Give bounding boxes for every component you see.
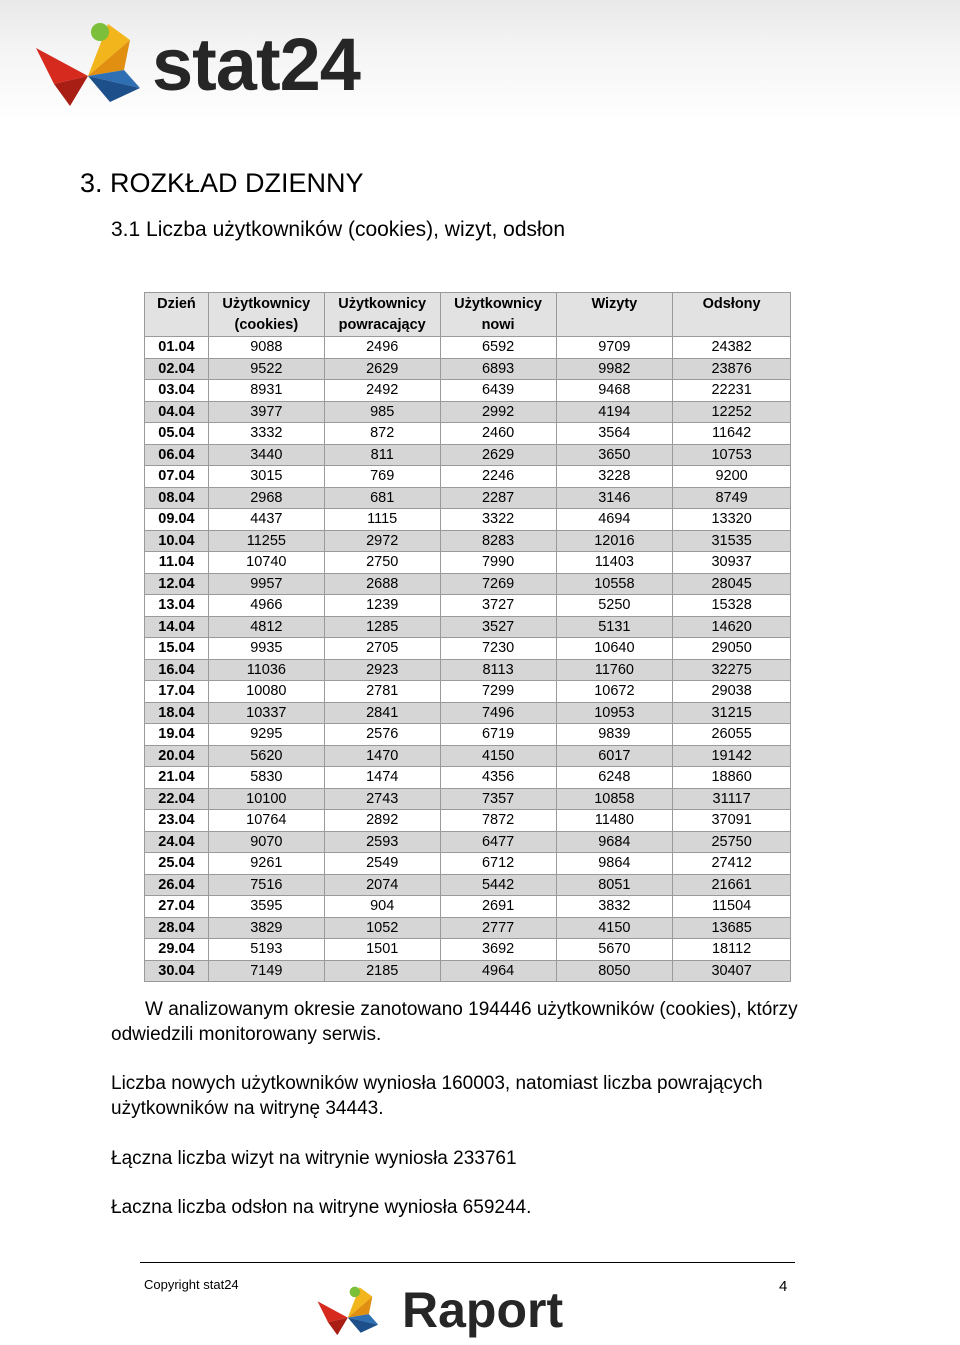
table-cell-value: 5193 [208, 939, 324, 961]
table-cell-value: 6017 [556, 745, 673, 767]
table-cell-value: 7299 [440, 681, 556, 703]
table-row [145, 896, 791, 918]
table-cell-value: 5620 [208, 745, 324, 767]
table-cell-value: 6592 [440, 337, 556, 359]
table-row [145, 810, 791, 832]
table-cell-day: 04.04 [145, 401, 209, 423]
stat24-logo-text: stat24 [152, 23, 360, 106]
table-cell-value: 8051 [556, 874, 673, 896]
column-header-visits: Wizyty [556, 293, 673, 337]
column-header-pageviews: Odsłony [673, 293, 791, 337]
table-cell-value: 7149 [208, 960, 324, 982]
table-cell-value: 2750 [324, 552, 440, 574]
table-cell-value: 2972 [324, 530, 440, 552]
table-cell-value: 10672 [556, 681, 673, 703]
table-cell-value: 4356 [440, 767, 556, 789]
table-cell-value: 12252 [673, 401, 791, 423]
table-cell-value: 2593 [324, 831, 440, 853]
table-cell-value: 3650 [556, 444, 673, 466]
table-cell-value: 11403 [556, 552, 673, 574]
column-header-users-cookies: Użytkownicy (cookies) [208, 293, 324, 337]
table-cell-value: 1052 [324, 917, 440, 939]
table-cell-value: 10753 [673, 444, 791, 466]
table-cell-value: 985 [324, 401, 440, 423]
table-cell-value: 1501 [324, 939, 440, 961]
table-cell-day: 09.04 [145, 509, 209, 531]
table-cell-value: 10558 [556, 573, 673, 595]
table-row [145, 444, 791, 466]
table-row [145, 358, 791, 380]
table-cell-value: 8050 [556, 960, 673, 982]
table-cell-value: 6248 [556, 767, 673, 789]
table-cell-value: 4150 [556, 917, 673, 939]
table-cell-day: 08.04 [145, 487, 209, 509]
table-cell-value: 18112 [673, 939, 791, 961]
table-cell-value: 1474 [324, 767, 440, 789]
table-cell-value: 9200 [673, 466, 791, 488]
table-row [145, 595, 791, 617]
table-cell-value: 3440 [208, 444, 324, 466]
table-cell-value: 11036 [208, 659, 324, 681]
table-cell-value: 9468 [556, 380, 673, 402]
table-row [145, 917, 791, 939]
table-cell-value: 9261 [208, 853, 324, 875]
table-row [145, 337, 791, 359]
table-cell-value: 4694 [556, 509, 673, 531]
table-cell-value: 7872 [440, 810, 556, 832]
table-cell-value: 2496 [324, 337, 440, 359]
table-row [145, 423, 791, 445]
table-cell-value: 3727 [440, 595, 556, 617]
table-cell-value: 9070 [208, 831, 324, 853]
table-cell-value: 2246 [440, 466, 556, 488]
table-cell-value: 4150 [440, 745, 556, 767]
summary-visits: Łączna liczba wizyt na witrynie wyniosła 233761 [111, 1148, 517, 1169]
table-cell-value: 12016 [556, 530, 673, 552]
table-cell-value: 2460 [440, 423, 556, 445]
table-cell-value: 2841 [324, 702, 440, 724]
table-row [145, 530, 791, 552]
table-cell-value: 24382 [673, 337, 791, 359]
table-cell-value: 4966 [208, 595, 324, 617]
table-cell-value: 904 [324, 896, 440, 918]
table-cell-value: 32275 [673, 659, 791, 681]
table-cell-value: 8931 [208, 380, 324, 402]
table-cell-value: 3322 [440, 509, 556, 531]
table-cell-day: 20.04 [145, 745, 209, 767]
table-cell-value: 4437 [208, 509, 324, 531]
table-cell-value: 10953 [556, 702, 673, 724]
table-cell-day: 23.04 [145, 810, 209, 832]
table-cell-value: 31535 [673, 530, 791, 552]
table-cell-day: 06.04 [145, 444, 209, 466]
table-row [145, 853, 791, 875]
table-cell-value: 9839 [556, 724, 673, 746]
table-cell-value: 2549 [324, 853, 440, 875]
table-cell-value: 13685 [673, 917, 791, 939]
table-cell-value: 4964 [440, 960, 556, 982]
table-cell-value: 1470 [324, 745, 440, 767]
table-cell-value: 13320 [673, 509, 791, 531]
table-cell-value: 3146 [556, 487, 673, 509]
table-cell-value: 3829 [208, 917, 324, 939]
table-cell-value: 9935 [208, 638, 324, 660]
raport-logo-text: Raport [402, 1282, 564, 1338]
table-cell-value: 1115 [324, 509, 440, 531]
table-cell-value: 11504 [673, 896, 791, 918]
table-cell-value: 21661 [673, 874, 791, 896]
table-cell-value: 11480 [556, 810, 673, 832]
table-cell-day: 03.04 [145, 380, 209, 402]
column-header-new-users: Użytkownicy nowi [440, 293, 556, 337]
table-cell-value: 3564 [556, 423, 673, 445]
raport-logo-icon [314, 1278, 384, 1342]
table-row [145, 401, 791, 423]
table-cell-value: 7269 [440, 573, 556, 595]
table-cell-value: 11255 [208, 530, 324, 552]
table-cell-value: 6477 [440, 831, 556, 853]
table-cell-value: 3228 [556, 466, 673, 488]
table-cell-value: 9684 [556, 831, 673, 853]
table-cell-value: 2576 [324, 724, 440, 746]
column-header-day: Dzień [145, 293, 209, 337]
table-cell-value: 2892 [324, 810, 440, 832]
table-cell-value: 9982 [556, 358, 673, 380]
table-cell-value: 29050 [673, 638, 791, 660]
table-row [145, 552, 791, 574]
table-cell-value: 5442 [440, 874, 556, 896]
table-cell-value: 7496 [440, 702, 556, 724]
table-cell-value: 14620 [673, 616, 791, 638]
table-cell-day: 29.04 [145, 939, 209, 961]
table-cell-day: 28.04 [145, 917, 209, 939]
table-body [145, 337, 791, 982]
table-cell-value: 11760 [556, 659, 673, 681]
table-row [145, 874, 791, 896]
table-cell-day: 19.04 [145, 724, 209, 746]
table-cell-day: 14.04 [145, 616, 209, 638]
table-cell-day: 10.04 [145, 530, 209, 552]
table-cell-value: 2781 [324, 681, 440, 703]
table-row [145, 831, 791, 853]
table-row [145, 681, 791, 703]
table-cell-value: 6712 [440, 853, 556, 875]
summary-pageviews: Łaczna liczba odsłon na witryne wyniosła 659244. [111, 1197, 532, 1218]
table-cell-day: 11.04 [145, 552, 209, 574]
table-cell-day: 18.04 [145, 702, 209, 724]
table-cell-value: 10764 [208, 810, 324, 832]
table-row [145, 939, 791, 961]
table-cell-value: 10858 [556, 788, 673, 810]
table-cell-value: 7230 [440, 638, 556, 660]
table-cell-value: 31215 [673, 702, 791, 724]
table-cell-value: 2074 [324, 874, 440, 896]
daily-stats-table [144, 292, 791, 982]
table-cell-value: 811 [324, 444, 440, 466]
table-cell-value: 2629 [440, 444, 556, 466]
table-cell-value: 5830 [208, 767, 324, 789]
table-cell-value: 3692 [440, 939, 556, 961]
page-number: 4 [779, 1278, 788, 1295]
copyright-text: Copyright stat24 [144, 1277, 239, 1292]
table-cell-value: 5250 [556, 595, 673, 617]
table-cell-value: 30937 [673, 552, 791, 574]
table-cell-value: 2705 [324, 638, 440, 660]
footer-divider [140, 1262, 795, 1263]
table-cell-value: 681 [324, 487, 440, 509]
table-cell-value: 18860 [673, 767, 791, 789]
table-row [145, 638, 791, 660]
table-cell-day: 22.04 [145, 788, 209, 810]
table-cell-day: 21.04 [145, 767, 209, 789]
table-cell-value: 7357 [440, 788, 556, 810]
table-cell-value: 10337 [208, 702, 324, 724]
table-cell-value: 1239 [324, 595, 440, 617]
table-cell-value: 28045 [673, 573, 791, 595]
table-cell-value: 3832 [556, 896, 673, 918]
table-cell-value: 10080 [208, 681, 324, 703]
table-cell-value: 3527 [440, 616, 556, 638]
table-cell-day: 05.04 [145, 423, 209, 445]
table-cell-value: 2992 [440, 401, 556, 423]
table-cell-value: 10640 [556, 638, 673, 660]
table-cell-value: 19142 [673, 745, 791, 767]
table-cell-value: 2968 [208, 487, 324, 509]
table-cell-day: 07.04 [145, 466, 209, 488]
table-cell-day: 27.04 [145, 896, 209, 918]
column-header-returning-users: Użytkownicy powracający [324, 293, 440, 337]
table-cell-value: 3332 [208, 423, 324, 445]
page-header [0, 0, 960, 120]
table-row [145, 745, 791, 767]
summary-new-returning: Liczba nowych użytkowników wyniosła 160003, natomiast liczba powrających użytkowników na witrynę 34443. [111, 1073, 763, 1119]
table-cell-value: 3977 [208, 401, 324, 423]
section-heading: 3. ROZKŁAD DZIENNY [80, 168, 364, 198]
table-cell-value: 30407 [673, 960, 791, 982]
table-row [145, 788, 791, 810]
table-cell-value: 7516 [208, 874, 324, 896]
table-cell-value: 9709 [556, 337, 673, 359]
table-cell-value: 8749 [673, 487, 791, 509]
table-cell-value: 25750 [673, 831, 791, 853]
table-cell-value: 31117 [673, 788, 791, 810]
table-cell-value: 37091 [673, 810, 791, 832]
table-row [145, 573, 791, 595]
table-cell-day: 12.04 [145, 573, 209, 595]
table-row [145, 960, 791, 982]
table-cell-value: 6439 [440, 380, 556, 402]
table-cell-value: 2629 [324, 358, 440, 380]
table-cell-value: 10100 [208, 788, 324, 810]
table-cell-value: 9864 [556, 853, 673, 875]
table-cell-value: 2923 [324, 659, 440, 681]
table-row [145, 487, 791, 509]
table-cell-value: 22231 [673, 380, 791, 402]
table-cell-value: 2492 [324, 380, 440, 402]
table-cell-day: 02.04 [145, 358, 209, 380]
table-cell-day: 15.04 [145, 638, 209, 660]
table-cell-value: 10740 [208, 552, 324, 574]
table-cell-value: 5131 [556, 616, 673, 638]
table-cell-value: 3595 [208, 896, 324, 918]
table-cell-day: 26.04 [145, 874, 209, 896]
table-cell-value: 9295 [208, 724, 324, 746]
table-row [145, 659, 791, 681]
table-row [145, 767, 791, 789]
table-cell-value: 29038 [673, 681, 791, 703]
table-cell-day: 16.04 [145, 659, 209, 681]
table-cell-value: 8113 [440, 659, 556, 681]
table-cell-value: 23876 [673, 358, 791, 380]
table-row [145, 466, 791, 488]
table-header-row [145, 293, 791, 337]
table-cell-day: 25.04 [145, 853, 209, 875]
table-cell-value: 8283 [440, 530, 556, 552]
table-cell-day: 17.04 [145, 681, 209, 703]
table-cell-value: 5670 [556, 939, 673, 961]
table-cell-value: 3015 [208, 466, 324, 488]
table-row [145, 509, 791, 531]
table-cell-value: 2185 [324, 960, 440, 982]
table-cell-value: 2743 [324, 788, 440, 810]
table-cell-value: 769 [324, 466, 440, 488]
table-row [145, 724, 791, 746]
table-cell-value: 2688 [324, 573, 440, 595]
table-row [145, 616, 791, 638]
table-cell-day: 01.04 [145, 337, 209, 359]
table-cell-value: 26055 [673, 724, 791, 746]
table-cell-day: 24.04 [145, 831, 209, 853]
table-cell-day: 13.04 [145, 595, 209, 617]
table-cell-value: 7990 [440, 552, 556, 574]
table-cell-value: 15328 [673, 595, 791, 617]
table-cell-value: 2287 [440, 487, 556, 509]
stat24-logo-icon [30, 18, 150, 108]
table-cell-value: 2777 [440, 917, 556, 939]
table-cell-value: 1285 [324, 616, 440, 638]
table-row [145, 702, 791, 724]
table-row [145, 380, 791, 402]
table-cell-value: 9957 [208, 573, 324, 595]
table-cell-value: 27412 [673, 853, 791, 875]
table-cell-value: 11642 [673, 423, 791, 445]
summary-total-users: W analizowanym okresie zanotowano 194446 użytkowników (cookies), którzy odwiedzili monitorowany serwis. [111, 999, 798, 1045]
table-cell-value: 6719 [440, 724, 556, 746]
table-cell-value: 2691 [440, 896, 556, 918]
table-cell-value: 872 [324, 423, 440, 445]
table-cell-day: 30.04 [145, 960, 209, 982]
table-cell-value: 4812 [208, 616, 324, 638]
table-cell-value: 9088 [208, 337, 324, 359]
table-cell-value: 4194 [556, 401, 673, 423]
table-cell-value: 9522 [208, 358, 324, 380]
table-cell-value: 6893 [440, 358, 556, 380]
subsection-heading: 3.1 Liczba użytkowników (cookies), wizyt, odsłon [111, 218, 566, 241]
